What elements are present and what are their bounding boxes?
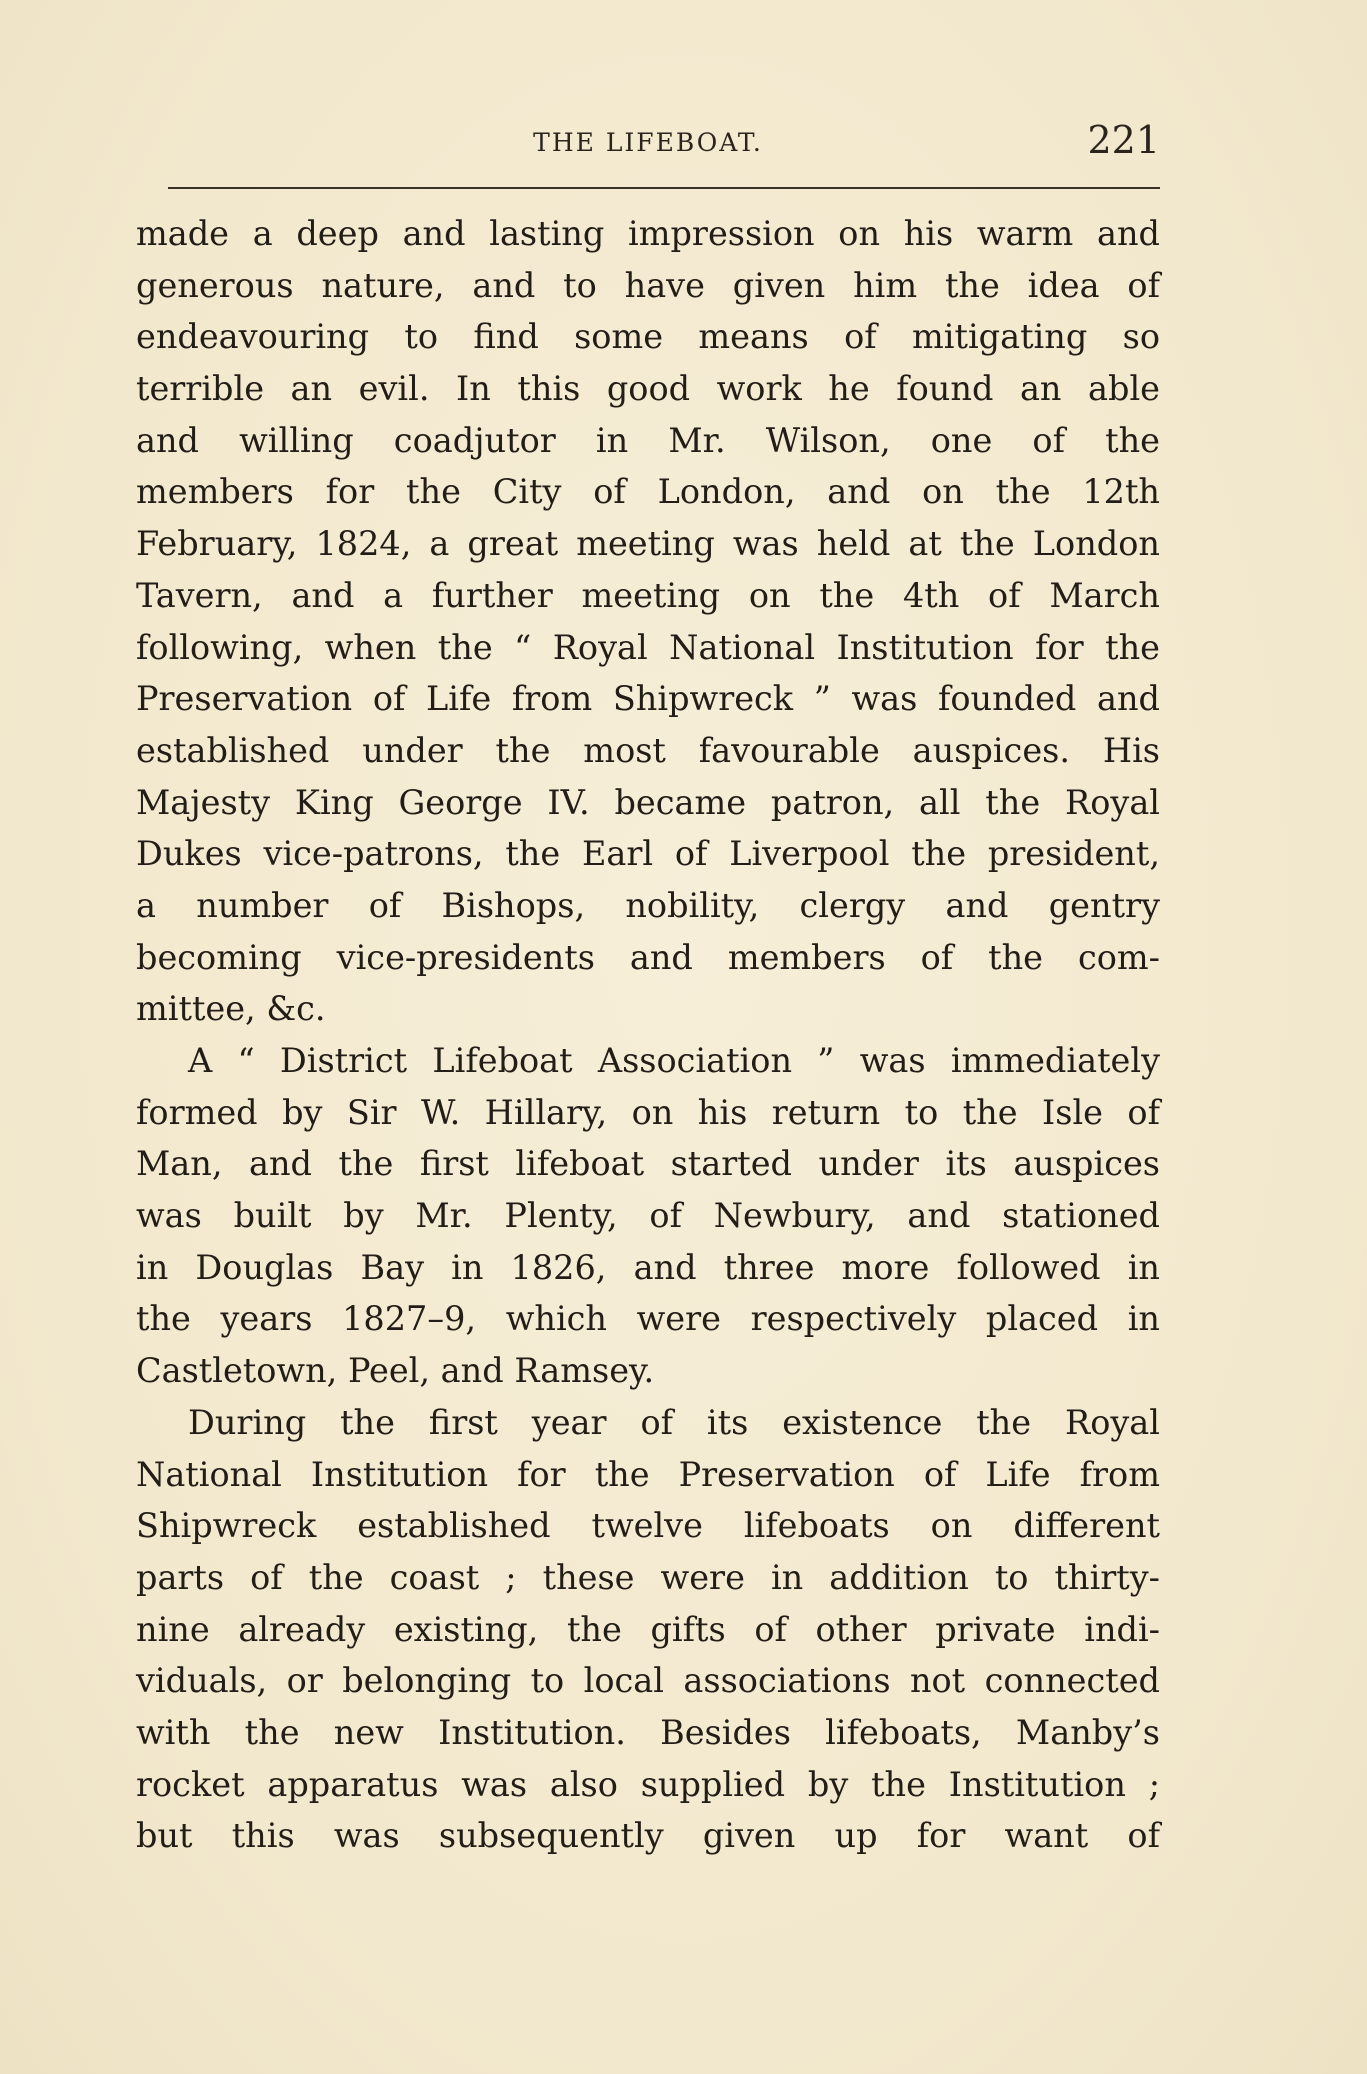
text-line: a number of Bishops, nobility, clergy and gentry (136, 885, 1160, 925)
page-number: 221 (1087, 118, 1160, 162)
text-line: with the new Institution. Besides lifeboats, Manby’s (136, 1712, 1160, 1752)
text-line: Shipwreck established twelve lifeboats on different (136, 1506, 1160, 1546)
text-line: February, 1824, a great meeting was held at the London (136, 524, 1160, 564)
body-text (136, 208, 1160, 1862)
text-line: established under the most favourable auspices. His (136, 730, 1160, 770)
text-line: following, when the “ Royal National Institution for the (136, 627, 1160, 667)
text-line: A “ District Lifeboat Association ” was immediately (188, 1041, 1160, 1080)
text-line: was built by Mr. Plenty, of Newbury, and stationed (136, 1196, 1160, 1236)
text-line: nine already existing, the gifts of other private indi- (136, 1609, 1160, 1649)
page-header (136, 118, 1160, 178)
text-line: rocket apparatus was also supplied by the Institution ; (136, 1764, 1160, 1804)
text-line: and willing coadjutor in Mr. Wilson, one of the (136, 420, 1160, 460)
paragraph-3 (136, 1397, 1160, 1862)
text-line: the years 1827–9, which were respectively placed in (136, 1299, 1160, 1339)
text-line: terrible an evil. In this good work he found an able (136, 369, 1160, 409)
text-line: made a deep and lasting impression on his warm and (136, 214, 1160, 253)
text-line: in Douglas Bay in 1826, and three more followed in (136, 1247, 1160, 1287)
text-line: Dukes vice-patrons, the Earl of Liverpool the president, (136, 834, 1160, 874)
text-line: Majesty King George IV. became patron, all the Royal (136, 782, 1160, 822)
header-rule (168, 187, 1160, 189)
text-line: generous nature, and to have given him the idea of (136, 265, 1160, 305)
paragraph-2 (136, 1035, 1160, 1397)
text-line: but this was subsequently given up for want of (136, 1816, 1160, 1856)
text-line: Castletown, Peel, and Ramsey. (136, 1351, 655, 1391)
text-line: National Institution for the Preservation of Life from (136, 1454, 1160, 1494)
text-line: formed by Sir W. Hillary, on his return to the Isle of (136, 1092, 1160, 1132)
text-line: becoming vice-presidents and members of the com- (136, 937, 1160, 977)
text-line: Tavern, and a further meeting on the 4th of March (136, 575, 1160, 615)
text-line: Man, and the first lifeboat started under its auspices (136, 1144, 1160, 1184)
paragraph-1 (136, 208, 1160, 1035)
text-line: mittee, &c. (136, 989, 326, 1029)
text-line: members for the City of London, and on the 12th (136, 472, 1160, 512)
running-title: THE LIFEBOAT. (533, 128, 763, 157)
text-line: parts of the coast ; these were in addition to thirty- (136, 1557, 1160, 1597)
text-line: Preservation of Life from Shipwreck ” was founded and (136, 679, 1160, 719)
text-line: endeavouring to find some means of mitigating so (136, 317, 1160, 357)
text-line: viduals, or belonging to local associations not connected (136, 1661, 1160, 1701)
text-line: During the first year of its existence the Royal (188, 1402, 1160, 1442)
